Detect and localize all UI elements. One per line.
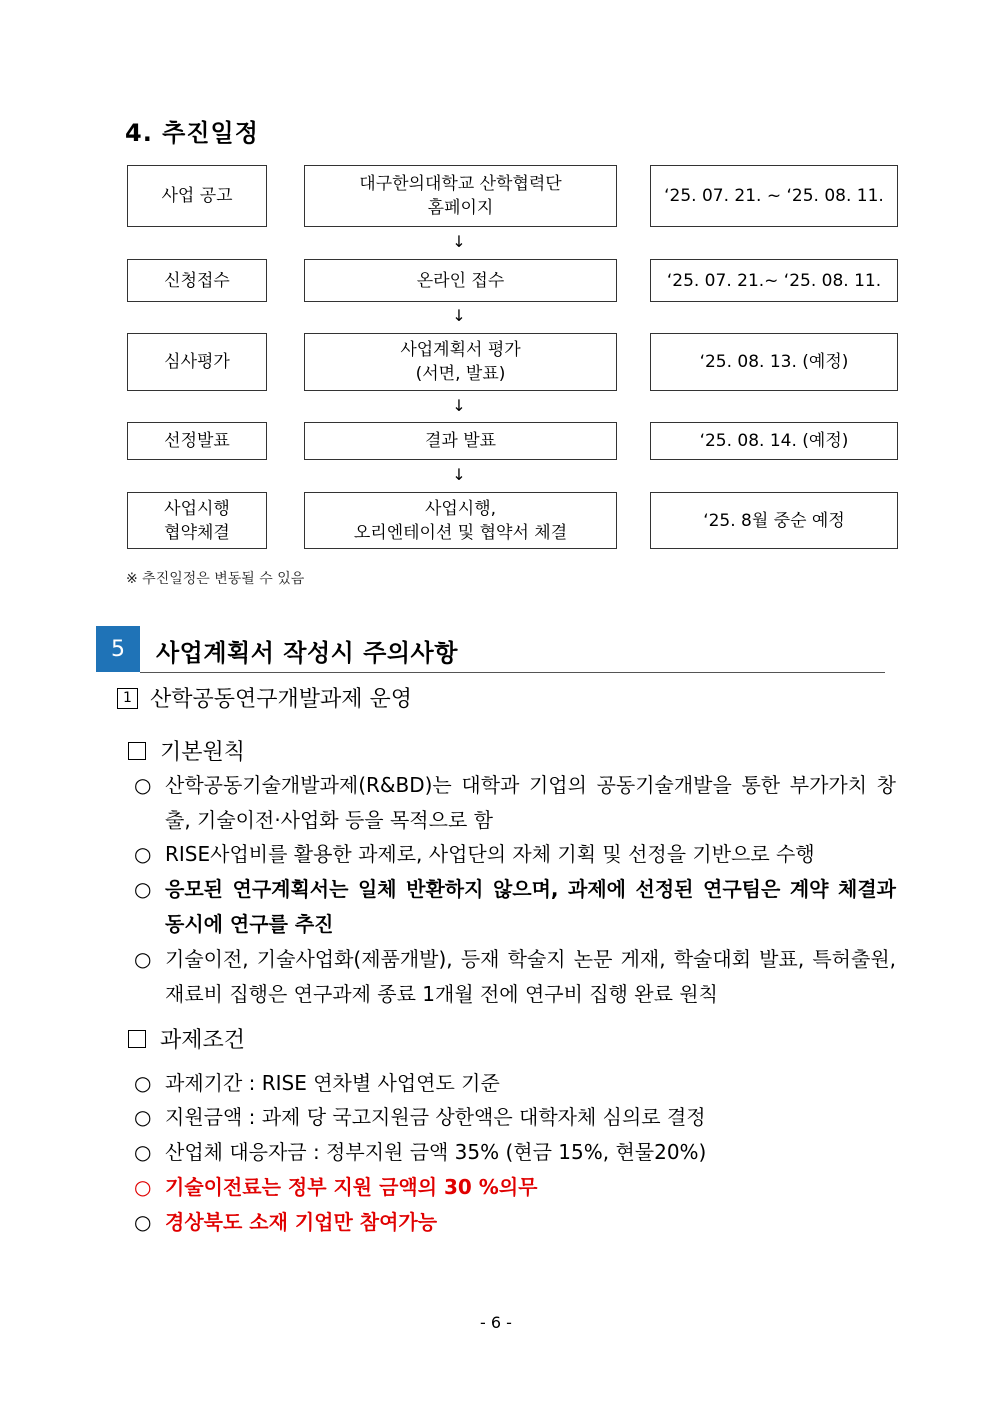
schedule-desc: 온라인 접수 <box>304 259 617 302</box>
circle-bullet-icon: ○ <box>134 1175 152 1199</box>
list-item <box>134 1170 896 1205</box>
list-item-text: RISE사업비를 활용한 과제로, 사업단의 자체 기획 및 선정을 기반으로 수행 <box>165 842 815 866</box>
list-item <box>134 768 896 838</box>
category-basic <box>128 735 245 766</box>
flow-arrow: ↓ <box>452 232 466 251</box>
section-number-badge: 5 <box>96 626 140 672</box>
circle-bullet-icon: ○ <box>134 1071 152 1095</box>
circle-bullet-icon: ○ <box>134 947 152 971</box>
schedule-date: ‘25. 07. 21. ~ ‘25. 08. 11. <box>650 165 898 227</box>
circle-bullet-icon: ○ <box>134 877 152 901</box>
page-number: - 6 - <box>480 1313 512 1332</box>
schedule-note: ※ 추진일정은 변동될 수 있음 <box>126 571 305 587</box>
circle-bullet-icon: ○ <box>134 1140 152 1164</box>
schedule-date: ‘25. 8월 중순 예정 <box>650 492 898 549</box>
schedule-date: ‘25. 08. 14. (예정) <box>650 422 898 460</box>
flow-arrow: ↓ <box>452 396 466 415</box>
schedule-step: 사업시행 협약체결 <box>127 492 267 549</box>
schedule-step: 신청접수 <box>127 259 267 302</box>
schedule-step: 선정발표 <box>127 422 267 460</box>
circle-bullet-icon: ○ <box>134 1210 152 1234</box>
section-divider <box>140 672 885 673</box>
schedule-date: ‘25. 07. 21.~ ‘25. 08. 11. <box>650 259 898 302</box>
list-item <box>134 1100 896 1135</box>
subsection-number: 1 <box>117 688 138 709</box>
category-label: 과제조건 <box>160 1028 246 1053</box>
square-bullet-icon <box>128 742 146 760</box>
list-item-text: 지원금액 : 과제 당 국고지원금 상한액은 대학자체 심의로 결정 <box>165 1105 706 1129</box>
schedule-step: 심사평가 <box>127 333 267 391</box>
schedule-desc: 결과 발표 <box>304 422 617 460</box>
category-conditions <box>128 1023 245 1054</box>
schedule-desc: 대구한의대학교 산학협력단 홈페이지 <box>304 165 617 227</box>
list-item <box>134 1066 896 1101</box>
subsection-title: 산학공동연구개발과제 운영 <box>150 687 413 712</box>
list-item-text: 응모된 연구계획서는 일체 반환하지 않으며, 과제에 선정된 연구팀은 계약 체결과 동시에 연구를 추진 <box>165 877 896 936</box>
list-item-text: 산학공동기술개발과제(R&BD)는 대학과 기업의 공동기술개발을 통한 부가가치 창출, 기술이전·사업화 등을 목적으로 함 <box>165 773 896 832</box>
flow-arrow: ↓ <box>452 306 466 325</box>
list-item <box>134 837 896 872</box>
list-item-text: 경상북도 소재 기업만 참여가능 <box>165 1210 438 1234</box>
schedule-heading: 4. 추진일정 <box>125 119 259 147</box>
list-item <box>134 872 896 942</box>
schedule-desc: 사업시행, 오리엔테이션 및 협약서 체결 <box>304 492 617 549</box>
section-title: 사업계획서 작성시 주의사항 <box>156 639 458 667</box>
circle-bullet-icon: ○ <box>134 1105 152 1129</box>
schedule-step: 사업 공고 <box>127 165 267 227</box>
schedule-date: ‘25. 08. 13. (예정) <box>650 333 898 391</box>
list-item-text: 기술이전, 기술사업화(제품개발), 등재 학술지 논문 게재, 학술대회 발표, 특허출원, 재료비 집행은 연구과제 종료 1개월 전에 연구비 집행 완료 원칙 <box>165 947 896 1006</box>
schedule-desc: 사업계획서 평가 (서면, 발표) <box>304 333 617 391</box>
category-label: 기본원칙 <box>160 740 246 765</box>
list-item-text: 과제기간 : RISE 연차별 사업연도 기준 <box>165 1071 500 1095</box>
list-item <box>134 942 896 1012</box>
square-bullet-icon <box>128 1030 146 1048</box>
list-item-text: 기술이전료는 정부 지원 금액의 30 %의무 <box>165 1175 538 1199</box>
circle-bullet-icon: ○ <box>134 842 152 866</box>
flow-arrow: ↓ <box>452 465 466 484</box>
list-item-text: 산업체 대응자금 : 정부지원 금액 35% (현금 15%, 현물20%) <box>165 1140 707 1164</box>
circle-bullet-icon: ○ <box>134 773 152 797</box>
subsection-heading <box>117 682 412 713</box>
list-item <box>134 1135 896 1170</box>
list-item <box>134 1205 896 1240</box>
